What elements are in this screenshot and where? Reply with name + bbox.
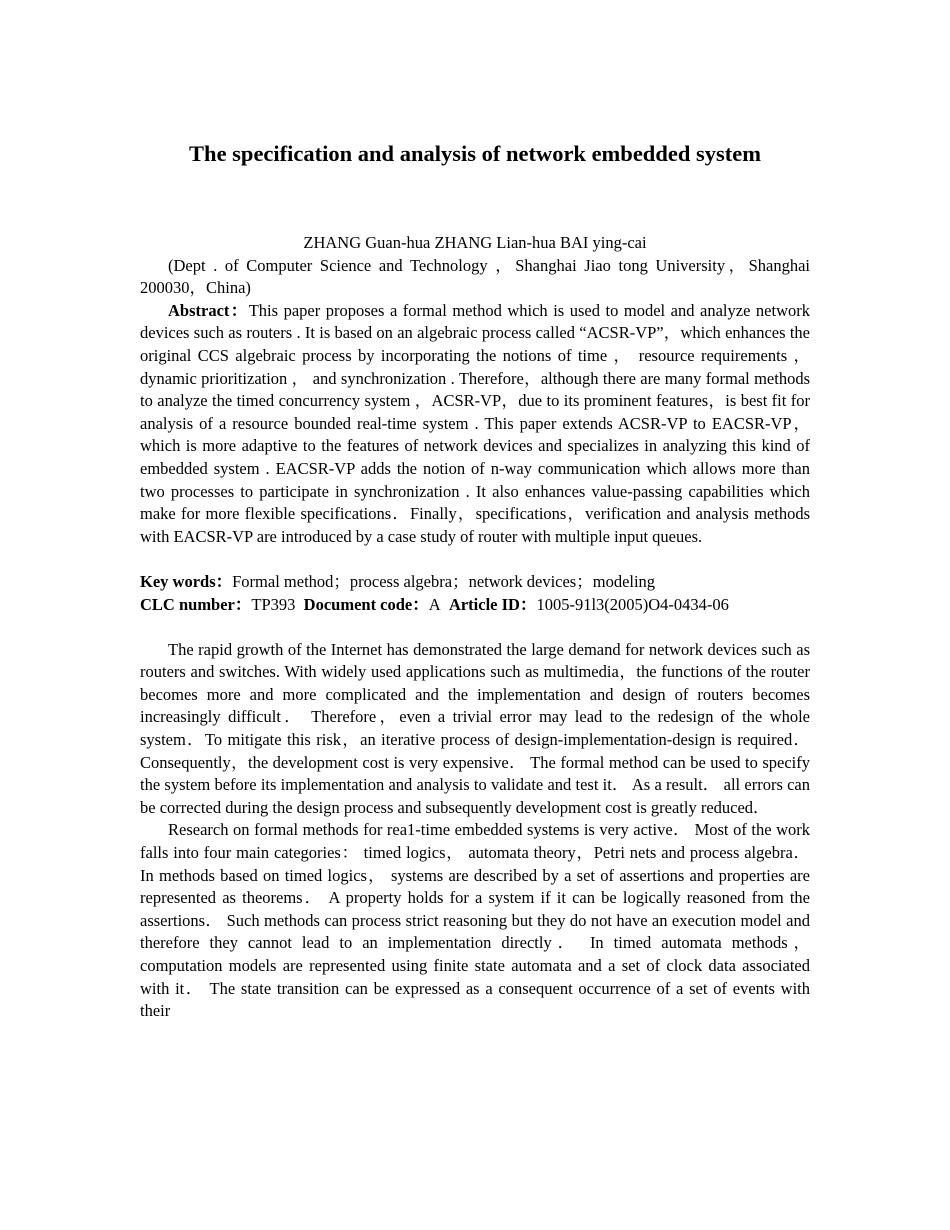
article-id-label: Article ID： [448, 594, 537, 614]
abstract [140, 300, 810, 549]
spacer [140, 548, 810, 571]
abstract-text: This paper proposes a formal method which is used to model and analyze network devices such as routers . It is based on an algebraic process called “ACSR-VP”，which enhances the original CCS algebraic process by incorporating the notions of time ， resource requirements ， dynamic prioritization ， and synchronization . Therefore，although there are many formal methods to analyze the timed concurrency system ，ACSR-VP，due to its prominent features，is best fit for analysis of a resource bounded real-time system . This paper extends ACSR-VP to EACSR-VP，which is more adaptive to the features of network devices and specializes in analyzing this kind of embedded system . EACSR-VP adds the notion of n-way communication which allows more than two processes to participate in synchronization . It also enhances value-passing capabilities which make for more flexible specifications．Finally，specifications，verification and analysis methods with EACSR-VP are introduced by a case study of router with multiple input queues. [140, 300, 810, 546]
clc-value: TP393 [251, 594, 296, 614]
keywords-text: Formal method；process algebra；network devices；modeling [232, 571, 656, 591]
author-list: ZHANG Guan-hua ZHANG Lian-hua BAI ying-cai [303, 233, 647, 252]
document-code-value: A [428, 594, 441, 614]
body-paragraph: Research on formal methods for rea1-time embedded systems is very active． Most of the work falls into four main categories： timed logics， automata theory，Petri nets and process algebra． In methods based on timed logics， systems are described by a set of assertions and properties are represented as theorems． A property holds for a system if it can be logically reasoned from the assertions． Such methods can process strict reasoning but they do not have an execution model and therefore they cannot lead to an implementation directly． In timed automata methods， computation models are represented using finite state automata and a set of clock data associated with it． The state transition can be expressed as a consequent occurrence of a set of events with their [140, 820, 810, 1021]
keywords [140, 571, 810, 594]
body-paragraph: The rapid growth of the Internet has demonstrated the large demand for network devices such as routers and switches. With widely used applications such as multimedia，the functions of the router becomes more and more complicated and the implementation and design of routers becomes increasingly difficult． Therefore，even a trivial error may lead to the redesign of the whole system．To mitigate this risk，an iterative process of design-implementation-design is required． Consequently，the development cost is very expensive． The formal method can be used to specify the system before its implementation and analysis to validate and test it． As a result． all errors can be corrected during the design process and subsequently development cost is greatly reduced． [140, 639, 810, 817]
document-code-label: Document code： [303, 594, 429, 614]
classification-line [140, 594, 810, 617]
paper-body [140, 232, 810, 1023]
paper-title: The specification and analysis of network embedded system [189, 141, 761, 166]
abstract-label: Abstract： [168, 300, 249, 320]
keywords-label: Key words： [140, 571, 233, 591]
clc-label: CLC number： [140, 594, 252, 614]
affiliation: (Dept . of Computer Science and Technology ，Shanghai Jiao tong University，Shanghai 200030，China) [140, 255, 810, 298]
article-id-value: 1005-91l3(2005)O4-0434-06 [536, 594, 729, 614]
spacer [140, 616, 810, 639]
